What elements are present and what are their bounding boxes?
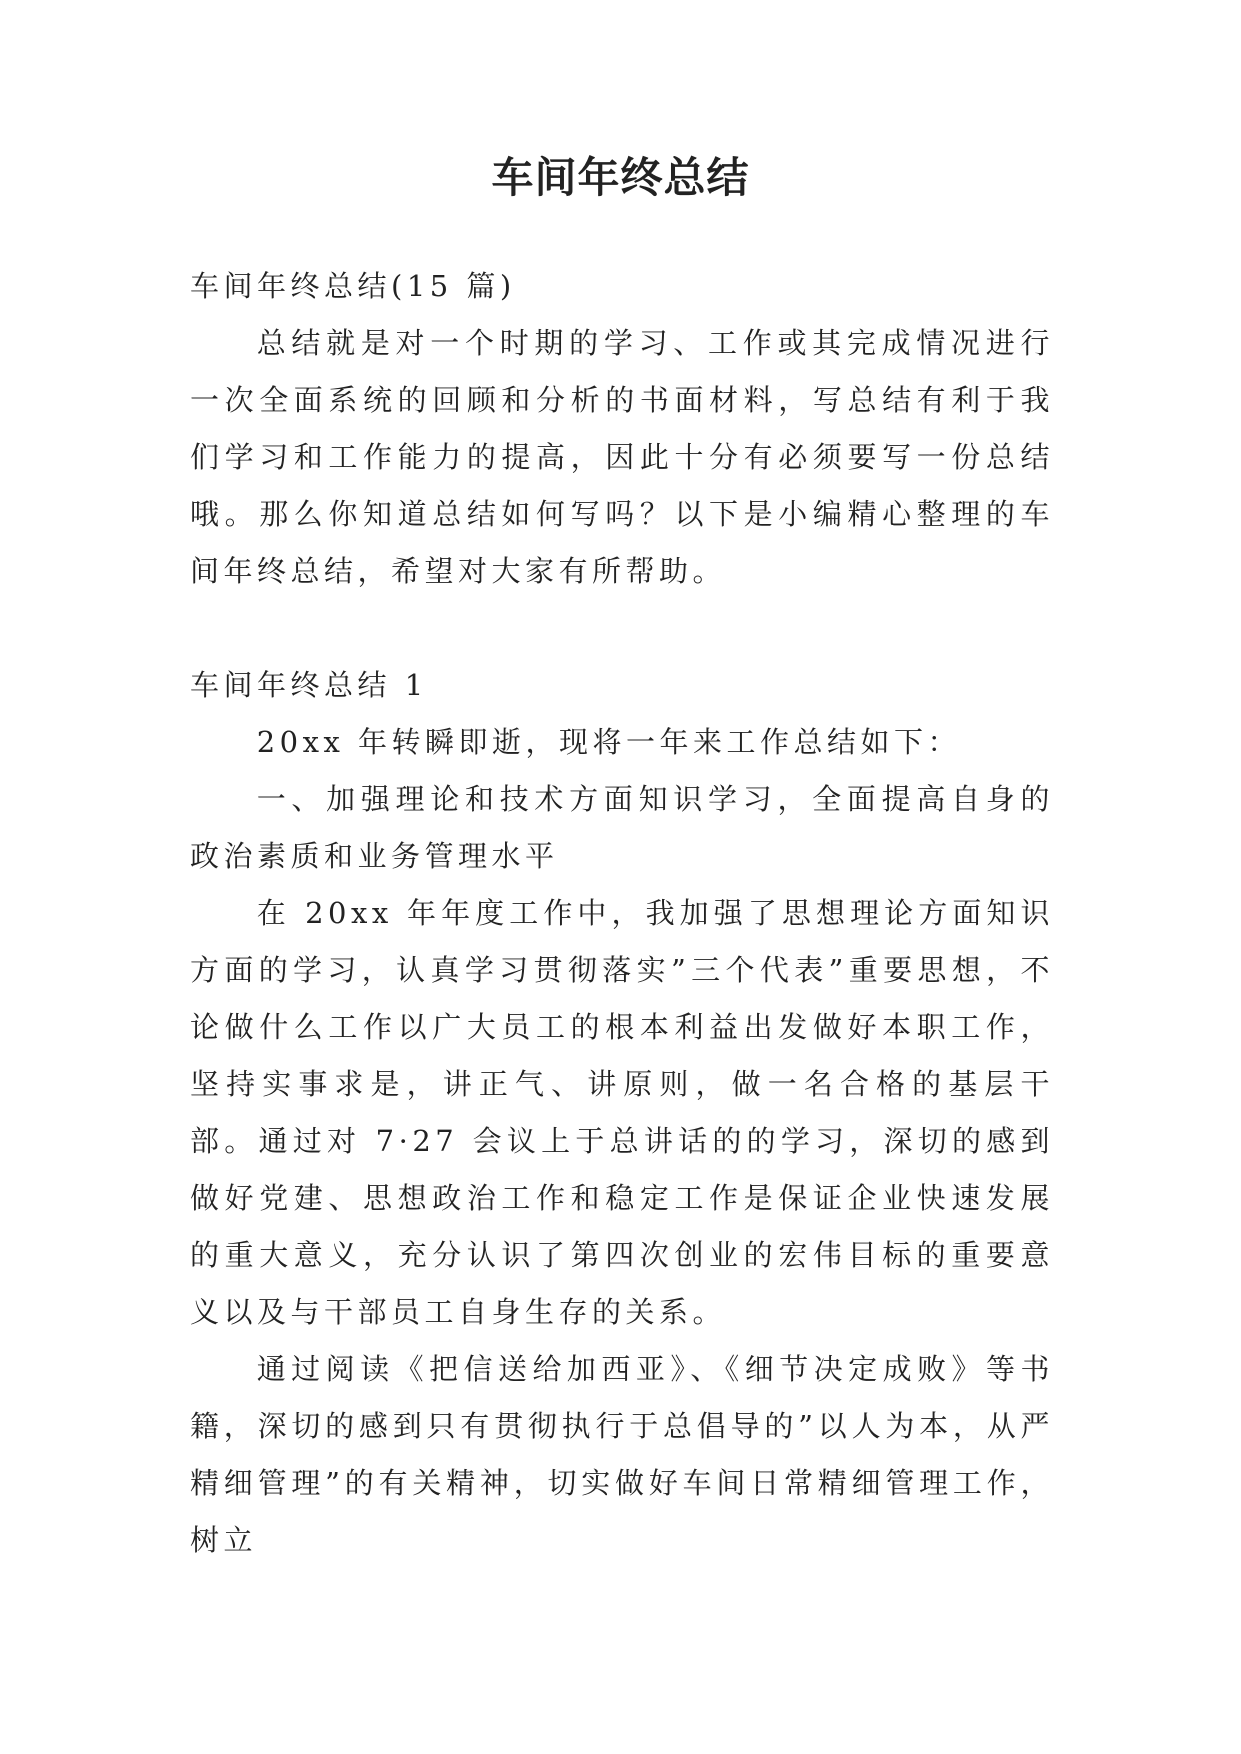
body-paragraph-4: 通过阅读《把信送给加西亚》、《细节决定成败》等书籍，深切的感到只有贯彻执行于总倡导的”以人为本，从严精细管理”的有关精神，切实做好车间日常精细管理工作，树立 [190, 1352, 1054, 1557]
section-spacer [190, 600, 1054, 657]
document-subtitle: 车间年终总结(15 篇) [190, 269, 516, 303]
intro-paragraph: 总结就是对一个时期的学习、工作或其完成情况进行一次全面系统的回顾和分析的书面材料，写总结有利于我们学习和工作能力的提高，因此十分有必须要写一份总结哦。那么你知道总结如何写吗？以下是小编精心整理的车间年终总结，希望对大家有所帮助。 [190, 326, 1054, 588]
document-body [190, 258, 1054, 1569]
body-paragraph-1: 20xx 年转瞬即逝，现将一年来工作总结如下： [256, 725, 962, 759]
document-title: 车间年终总结 [491, 153, 750, 202]
section-heading: 车间年终总结 1 [190, 668, 428, 702]
body-paragraph-3: 在 20xx 年年度工作中，我加强了思想理论方面知识方面的学习，认真学习贯彻落实”三个代表”重要思想，不论做什么工作以广大员工的根本利益出发做好本职工作，坚持实事求是，讲正气、讲原则，做一名合格的基层干部。通过对 7·27 会议上于总讲话的的学习，深切的感到做好党建、思想政治工作和稳定工作是保证企业快速发展的重大意义，充分认识了第四次创业的宏伟目标的重要意义以及与干部员工自身生存的关系。 [190, 896, 1054, 1329]
body-paragraph-2: 一、加强理论和技术方面知识学习，全面提高自身的政治素质和业务管理水平 [190, 782, 1054, 873]
